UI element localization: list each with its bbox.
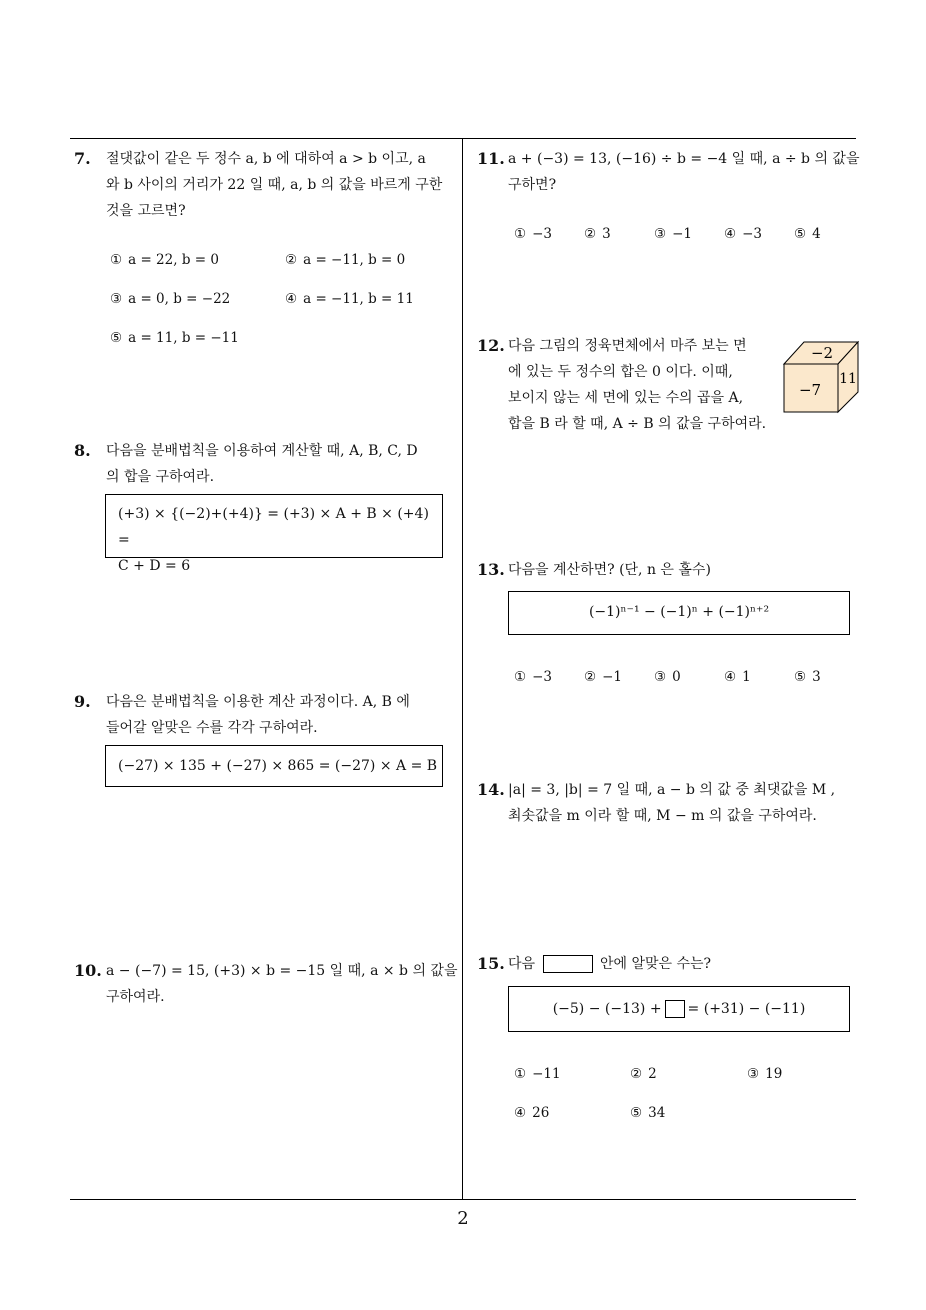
bottom-rule — [70, 1199, 856, 1200]
question-text-line: 다음은 분배법칙을 이용한 계산 과정이다. A, B 에 — [106, 694, 410, 710]
question-text-line: |a| = 3, |b| = 7 일 때, a − b 의 값 중 최댓값을 M , — [508, 782, 836, 798]
question-7 — [74, 146, 464, 224]
question-text-line: 최솟값을 m 이라 할 때, M − m 의 값을 구하여라. — [508, 808, 817, 824]
equation-box: (−1)ⁿ⁻¹ − (−1)ⁿ + (−1)ⁿ⁺² — [508, 591, 850, 635]
question-15 — [477, 951, 867, 977]
question-13 — [477, 557, 867, 583]
equation-box: (−5) − (−13) + = (+31) − (−11) — [508, 986, 850, 1032]
blank-box — [665, 1000, 685, 1018]
question-11 — [477, 146, 867, 198]
question-text-line: 들어갈 알맞은 수를 각각 구하여라. — [106, 720, 318, 736]
option-1[interactable]: ① a = 22, b = 0 — [110, 252, 219, 268]
question-14 — [477, 777, 867, 829]
option-2[interactable]: ② 2 — [630, 1066, 657, 1082]
cube-top-value: −2 — [810, 344, 834, 362]
option-1[interactable]: ① −11 — [514, 1066, 561, 1082]
question-number: 11. — [477, 149, 505, 168]
question-number: 8. — [74, 441, 91, 460]
question-text: 다음 — [508, 956, 536, 972]
option-1[interactable]: ① −3 — [514, 669, 553, 685]
option-2[interactable]: ② 3 — [584, 226, 611, 242]
option-3[interactable]: ③ −1 — [654, 226, 693, 242]
page-number: 2 — [457, 1208, 469, 1229]
top-rule — [70, 138, 856, 139]
question-8 — [74, 438, 464, 490]
question-text-line: 절댓값이 같은 두 정수 a, b 에 대하여 a > b 이고, a — [106, 151, 426, 167]
option-2[interactable]: ② −1 — [584, 669, 623, 685]
question-text-line: 다음 그림의 정육면체에서 마주 보는 면 — [508, 338, 747, 354]
question-text-line: 구하면? — [508, 177, 557, 193]
question-number: 7. — [74, 149, 91, 168]
question-text-line: 다음을 분배법칙을 이용하여 계산할 때, A, B, C, D — [106, 443, 418, 459]
question-9 — [74, 689, 464, 741]
option-4[interactable]: ④ a = −11, b = 11 — [285, 291, 414, 307]
question-text-line: 의 합을 구하여라. — [106, 469, 215, 485]
question-text-line: 합을 B 라 할 때, A ÷ B 의 값을 구하여라. — [508, 416, 767, 432]
question-10 — [74, 958, 464, 1010]
option-3[interactable]: ③ a = 0, b = −22 — [110, 291, 231, 307]
cube-right-value: 11 — [839, 371, 857, 387]
question-text-line: 보이지 않는 세 면에 있는 수의 곱을 A, — [508, 390, 744, 406]
column-divider — [462, 138, 463, 1200]
question-number: 10. — [74, 961, 102, 980]
option-4[interactable]: ④ 1 — [724, 669, 751, 685]
question-number: 13. — [477, 560, 505, 579]
option-5[interactable]: ⑤ 3 — [794, 669, 821, 685]
cube-front-value: −7 — [798, 381, 822, 399]
option-3[interactable]: ③ 0 — [654, 669, 681, 685]
option-4[interactable]: ④ −3 — [724, 226, 763, 242]
cube-figure — [782, 340, 862, 414]
option-5[interactable]: ⑤ 4 — [794, 226, 821, 242]
equation-box: (+3) × {(−2)+(+4)} = (+3) × A + B × (+4) = C + D = 6 — [105, 494, 443, 558]
question-text-line: 구하여라. — [106, 989, 165, 1005]
question-text-line: a − (−7) = 15, (+3) × b = −15 일 때, a × b 의 값을 — [106, 963, 458, 979]
question-text-line: 다음을 계산하면? (단, n 은 홀수) — [508, 562, 711, 578]
option-1[interactable]: ① −3 — [514, 226, 553, 242]
question-text-line: 에 있는 두 정수의 합은 0 이다. 이때, — [508, 364, 733, 380]
blank-box — [543, 955, 593, 973]
option-4[interactable]: ④ 26 — [514, 1105, 550, 1121]
question-text: 안에 알맞은 수는? — [599, 956, 712, 972]
option-5[interactable]: ⑤ 34 — [630, 1105, 666, 1121]
equation-box: (−27) × 135 + (−27) × 865 = (−27) × A = B — [105, 745, 443, 787]
question-number: 15. — [477, 954, 505, 973]
question-text-line: 것을 고르면? — [106, 203, 186, 219]
option-2[interactable]: ② a = −11, b = 0 — [285, 252, 406, 268]
question-number: 12. — [477, 336, 505, 355]
question-text-line: 와 b 사이의 거리가 22 일 때, a, b 의 값을 바르게 구한 — [106, 177, 443, 193]
option-3[interactable]: ③ 19 — [747, 1066, 783, 1082]
option-5[interactable]: ⑤ a = 11, b = −11 — [110, 330, 239, 346]
question-number: 9. — [74, 692, 91, 711]
question-text-line: a + (−3) = 13, (−16) ÷ b = −4 일 때, a ÷ b 의 값을 — [508, 151, 860, 167]
question-number: 14. — [477, 780, 505, 799]
question-12 — [477, 333, 787, 437]
